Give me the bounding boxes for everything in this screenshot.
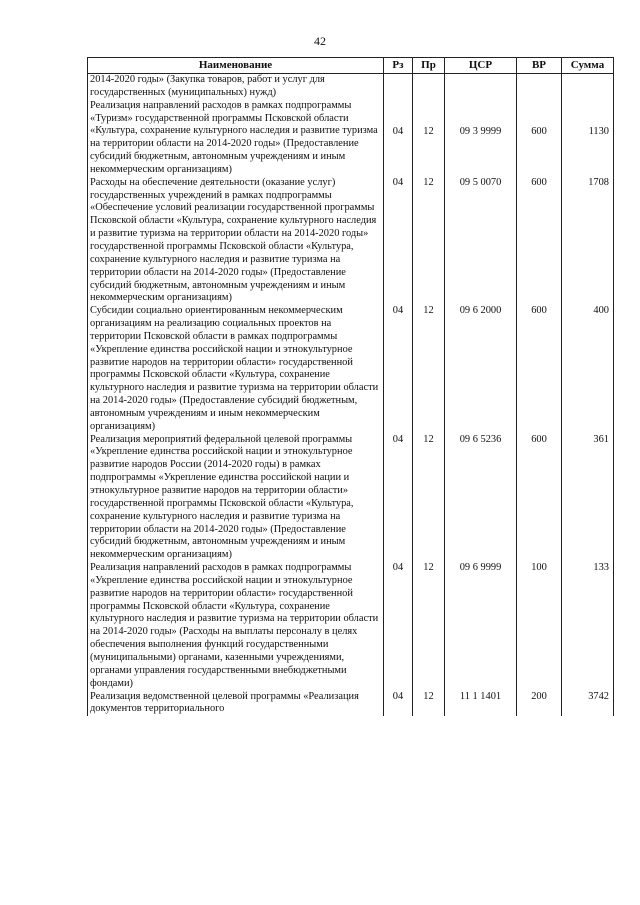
row-pr: 12 [413, 305, 445, 433]
row-csr: 09 6 9999 [445, 562, 517, 690]
row-pr: 12 [413, 100, 445, 177]
row-sum: 3742 [562, 691, 614, 717]
row-name: Реализация ведомственной целевой программы «Реализация документов территориального [88, 691, 384, 717]
row-sum: 400 [562, 305, 614, 433]
table-row [88, 562, 614, 690]
row-rz: 04 [384, 305, 413, 433]
row-name: Реализация мероприятий федеральной целевой программы «Укрепление единства российской нации и этнокультурное развитие народов России (2014-2020 годы) в рамках подпрограммы «Укрепление единства российской нации и этнокультурное развитие народов на территории области» государственной программы Псковской области «Культура, сохранение культурного наследия и развитие туризма на территории области на 2014-2020 годы» (Предоставление субсидий бюджетным, автономным учреждениям и иным некоммерческим организациям) [88, 434, 384, 562]
row-vr: 100 [517, 562, 562, 690]
row-sum: 133 [562, 562, 614, 690]
row-rz: 04 [384, 562, 413, 690]
page-number: 42 [314, 34, 326, 48]
row-name: Реализация направлений расходов в рамках подпрограммы «Укрепление единства российской нации и этнокультурное развитие народов на территории области» государственной программы Псковской области «Культура, сохранение культурного наследия и развитие туризма на территории области на 2014-2020 годы» (Расходы на выплаты персоналу в целях обеспечения выполнения функций государственными (муниципальными) органами, казенными учреждениями, органами управления государственными внебюджетными фондами) [88, 562, 384, 690]
table-row [88, 434, 614, 562]
row-rz [384, 74, 413, 100]
row-vr: 600 [517, 100, 562, 177]
row-csr: 11 1 1401 [445, 691, 517, 717]
row-vr: 600 [517, 305, 562, 433]
table-row [88, 74, 614, 100]
row-vr: 600 [517, 177, 562, 305]
row-pr: 12 [413, 562, 445, 690]
row-name: Расходы на обеспечение деятельности (оказание услуг) государственных учреждений в рамках подпрограммы «Обеспечение условий реализации государственной программы Псковской области «Культура, сохранение культурного наследия и развитие туризма на территории области на 2014-2020 годы» государственной программы Псковской области «Культура, сохранение культурного наследия и развитие туризма на территории области на 2014-2020 годы» (Предоставление субсидий бюджетным, автономным учреждениям и иным некоммерческим организациям) [88, 177, 384, 305]
row-csr: 09 3 9999 [445, 100, 517, 177]
row-pr: 12 [413, 177, 445, 305]
row-sum: 361 [562, 434, 614, 562]
table-row [88, 177, 614, 305]
header-pr: Пр [413, 58, 445, 74]
table-row [88, 305, 614, 433]
row-sum: 1708 [562, 177, 614, 305]
row-vr [517, 74, 562, 100]
row-sum [562, 74, 614, 100]
header-name: Наименование [88, 58, 384, 74]
row-pr [413, 74, 445, 100]
table-row [88, 100, 614, 177]
row-rz: 04 [384, 177, 413, 305]
row-csr: 09 6 2000 [445, 305, 517, 433]
row-pr: 12 [413, 434, 445, 562]
row-pr: 12 [413, 691, 445, 717]
row-vr: 200 [517, 691, 562, 717]
table-header-row [88, 58, 614, 74]
header-sum: Сумма [562, 58, 614, 74]
row-name: Субсидии социально ориентированным некоммерческим организациям на реализацию социальных проектов на территории Псковской области в рамках подпрограммы «Укрепление единства российской нации и этнокультурное развитие народов на территории области» государственной программы Псковской области «Культура, сохранение культурного наследия и развитие туризма на территории области на 2014-2020 годы» (Предоставление субсидий бюджетным, автономным учреждениям и иным некоммерческим организациям) [88, 305, 384, 433]
row-csr [445, 74, 517, 100]
budget-table [87, 57, 614, 716]
row-csr: 09 6 5236 [445, 434, 517, 562]
table-row [88, 691, 614, 717]
row-vr: 600 [517, 434, 562, 562]
row-sum: 1130 [562, 100, 614, 177]
row-csr: 09 5 0070 [445, 177, 517, 305]
row-rz: 04 [384, 691, 413, 717]
row-name: 2014-2020 годы» (Закупка товаров, работ и услуг для государственных (муниципальных) нужд) [88, 74, 384, 100]
row-rz: 04 [384, 434, 413, 562]
row-name: Реализация направлений расходов в рамках подпрограммы «Туризм» государственной программы Псковской области «Культура, сохранение культурного наследия и развитие туризма на территории области на 2014-2020 годы» (Предоставление субсидий бюджетным, автономным учреждениям и иным некоммерческим организациям) [88, 100, 384, 177]
header-vr: ВР [517, 58, 562, 74]
header-rz: Рз [384, 58, 413, 74]
header-csr: ЦСР [445, 58, 517, 74]
row-rz: 04 [384, 100, 413, 177]
